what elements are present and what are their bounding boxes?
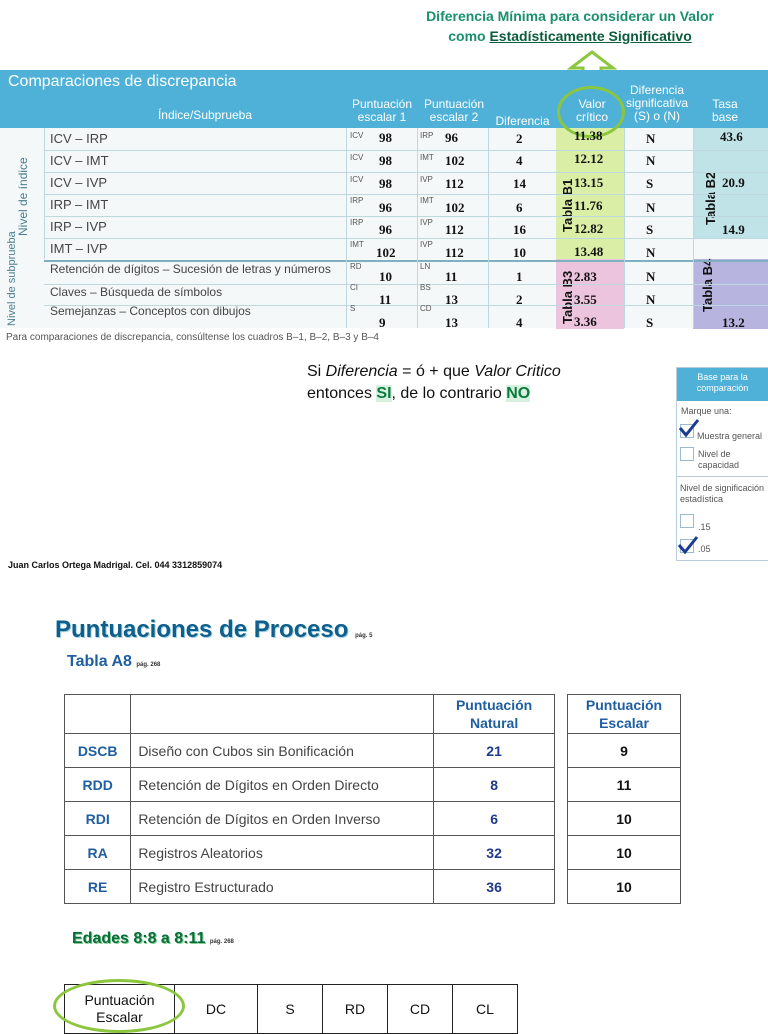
- significance-value: N: [646, 292, 656, 307]
- annotation-line-1: Diferencia Mínima para considerar un Valor: [426, 8, 714, 24]
- score2-value: 13: [445, 315, 458, 330]
- base-rate-value: 14.9: [722, 222, 745, 237]
- score1-label: S: [350, 304, 356, 313]
- nivel-capacidad-label: Nivel de capacidad: [698, 449, 740, 470]
- marque-label: Marque una:: [681, 406, 732, 416]
- scaled-score-circle: [53, 979, 185, 1033]
- critical-value: 13.15: [574, 175, 604, 190]
- significance-value: S: [646, 176, 654, 191]
- table-row: [44, 150, 768, 173]
- score2-label: LN: [420, 262, 431, 271]
- score2-label: IMT: [420, 153, 434, 162]
- score1-value: 102: [376, 245, 396, 260]
- score1-label: IMT: [350, 240, 364, 249]
- score2-value: 112: [445, 245, 464, 260]
- checkmark-icon: [677, 535, 699, 555]
- header-significance: Diferencia significativa (S) o (N): [625, 83, 689, 123]
- score1-label: ICV: [350, 175, 364, 184]
- score2-label: IRP: [420, 131, 434, 140]
- rule-no: NO: [506, 385, 531, 402]
- critical-value: 2.83: [574, 269, 597, 284]
- comparison-label: IRP – IVP: [50, 219, 107, 234]
- table-row: RE Registro Estructurado 36: [65, 870, 555, 904]
- header-critical-value: Valor crítico: [575, 97, 608, 124]
- score1-value: 98: [379, 153, 392, 168]
- difference-value: 6: [516, 200, 523, 215]
- process-natural-table: [64, 694, 555, 904]
- score1-value: 9: [379, 315, 386, 330]
- p15-label: .15: [698, 522, 711, 532]
- index-level-label: Nivel de índice: [16, 157, 30, 236]
- difference-value: 4: [516, 153, 523, 168]
- table-row: RA Registros Aleatorios 32: [65, 836, 555, 870]
- comparison-label: IMT – IVP: [50, 241, 108, 256]
- table-row: RDI Retención de Dígitos en Orden Inverso 6: [65, 802, 555, 836]
- table-row: [44, 238, 768, 261]
- score2-value: 13: [445, 292, 458, 307]
- critical-value: 3.55: [574, 292, 597, 307]
- critical-value: 12.12: [574, 151, 604, 166]
- table-row: [44, 194, 768, 217]
- header-scaled-1: Puntuación escalar 1: [351, 97, 413, 124]
- significance-level-label: Nivel de significación estadística: [680, 483, 765, 504]
- significance-value: S: [646, 315, 654, 330]
- significance-value: N: [646, 131, 656, 146]
- score2-value: 102: [445, 200, 465, 215]
- nivel-capacidad-checkbox[interactable]: [680, 447, 694, 461]
- table-row: DSCB Diseño con Cubos sin Bonificación 21: [65, 734, 555, 768]
- critical-value: 12.82: [574, 221, 604, 236]
- comparison-base-header: Base para la comparación: [677, 368, 768, 401]
- comparison-label: ICV – IVP: [50, 175, 108, 190]
- base-rate-value: 20.9: [722, 175, 745, 190]
- significance-value: N: [646, 269, 656, 284]
- author-line: Juan Carlos Ortega Madrigal. Cel. 044 3312859074: [8, 560, 223, 570]
- score2-value: 102: [445, 153, 465, 168]
- scaled-score-header: Puntuación Escalar: [65, 985, 175, 1034]
- comparison-label: ICV – IRP: [50, 131, 108, 146]
- significance-value: S: [646, 222, 654, 237]
- comparison-label: IRP – IMT: [50, 197, 109, 212]
- significance-value: N: [646, 200, 656, 215]
- critical-value: 11.38: [574, 128, 603, 143]
- annotation-key-term: Estadísticamente Significativo: [489, 28, 692, 44]
- tabla-a8-title: Tabla A8 pág. 268: [67, 653, 161, 670]
- score1-label: RD: [350, 262, 362, 271]
- header-index: Índice/Subprueba: [157, 108, 253, 122]
- tabla-b3-label: Tabla B3: [560, 270, 575, 324]
- header-difference: Diferencia: [495, 114, 550, 128]
- rule-si: SI: [376, 385, 392, 402]
- table-row: RDD Retención de Dígitos en Orden Directo 8: [65, 768, 555, 802]
- difference-value: 10: [513, 245, 526, 260]
- score1-value: 96: [379, 200, 392, 215]
- table-row: [44, 128, 768, 151]
- ages-title: Edades 8:8 a 8:11 pág. 268: [72, 930, 234, 947]
- table-header-row: Puntuación Escalar DC S RD CD CL: [65, 985, 518, 1034]
- difference-value: 2: [516, 131, 523, 146]
- score2-value: 96: [445, 130, 458, 145]
- muestra-general-label: Muestra general: [697, 431, 763, 441]
- score2-value: 112: [445, 222, 464, 237]
- score1-label: IRP: [350, 218, 364, 227]
- table-row: [44, 216, 768, 239]
- p05-label: .05: [698, 544, 711, 554]
- header-scaled-2: Puntuación escalar 2: [423, 97, 485, 124]
- score2-label: IVP: [420, 218, 433, 227]
- difference-value: 1: [516, 269, 523, 284]
- decision-rule: Si Diferencia = ó + que Valor Critico entonces SI, de lo contrario NO: [307, 363, 561, 402]
- score1-value: 10: [379, 269, 392, 284]
- base-rate-value: 13.2: [722, 315, 745, 330]
- difference-value: 14: [513, 176, 526, 191]
- form-title: Comparaciones de discrepancia: [8, 73, 237, 90]
- difference-value: 2: [516, 292, 523, 307]
- p15-checkbox[interactable]: [680, 514, 694, 528]
- score2-label: IVP: [420, 175, 433, 184]
- header-base-rate: Tasa base: [711, 97, 739, 124]
- base-rate-value: 43.6: [720, 129, 743, 144]
- comparison-label: Retención de dígitos – Sucesión de letras y números: [50, 262, 331, 276]
- scaled-header: Puntuación Escalar: [568, 695, 681, 734]
- comparison-label: Claves – Búsqueda de símbolos: [50, 285, 223, 299]
- process-title: Puntuaciones de Proceso pág. 5: [55, 616, 373, 643]
- significance-value: N: [646, 153, 656, 168]
- critical-value: 3.36: [574, 314, 597, 329]
- subtest-level-label: Nivel de subprueba: [6, 231, 18, 326]
- score1-value: 96: [379, 222, 392, 237]
- critical-value: 11.76: [574, 198, 603, 213]
- form-footnote: Para comparaciones de discrepancia, consúltense los cuadros B–1, B–2, B–3 y B–4: [6, 332, 379, 343]
- natural-header: Puntuación Natural: [434, 695, 555, 734]
- table-header-row: [65, 695, 555, 734]
- difference-value: 4: [516, 315, 523, 330]
- score1-value: 11: [379, 292, 392, 307]
- tabla-b2-label: Tabla B2: [703, 171, 718, 225]
- significance-value: N: [646, 245, 656, 260]
- annotation-line-2-prefix: como: [448, 28, 490, 44]
- tabla-b4-label: Tabla B4: [700, 258, 715, 312]
- table-row: [44, 172, 768, 195]
- score1-label: ICV: [350, 153, 364, 162]
- score2-label: IMT: [420, 196, 434, 205]
- score2-value: 112: [445, 176, 464, 191]
- score1-label: CI: [350, 283, 358, 292]
- score2-label: CD: [420, 304, 432, 313]
- score2-label: BS: [420, 283, 431, 292]
- score1-label: ICV: [350, 131, 364, 140]
- score2-value: 11: [445, 269, 458, 284]
- score1-value: 98: [379, 176, 392, 191]
- tabla-b1-label: Tabla B1: [560, 178, 575, 232]
- score1-value: 98: [379, 130, 392, 145]
- comparison-label: ICV – IMT: [50, 153, 109, 168]
- score1-label: IRP: [350, 196, 364, 205]
- critical-value: 13.48: [574, 244, 604, 259]
- process-scaled-table: Puntuación Escalar 9 11 10 10 10: [567, 694, 681, 904]
- score2-label: IVP: [420, 240, 433, 249]
- comparison-label: Semejanzas – Conceptos con dibujos: [50, 304, 251, 318]
- difference-value: 16: [513, 222, 526, 237]
- critical-value-annotation: [330, 6, 768, 46]
